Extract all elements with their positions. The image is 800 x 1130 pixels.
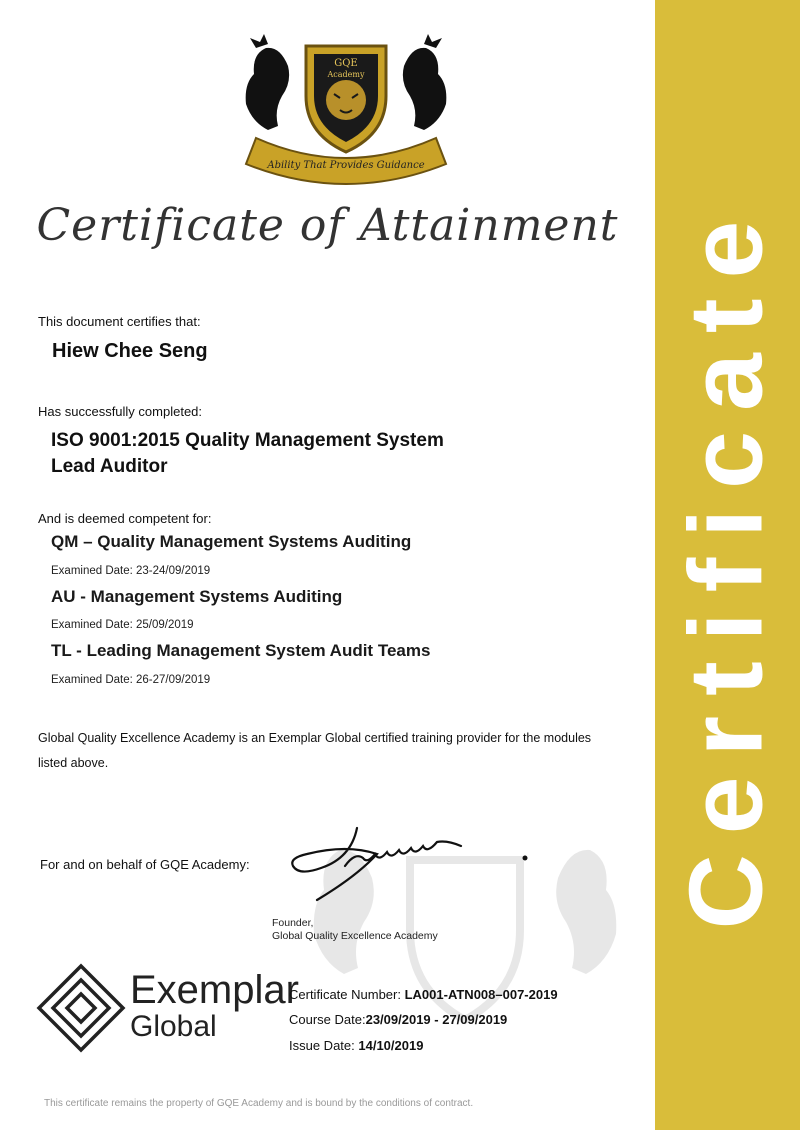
course-date-row xyxy=(289,1012,507,1027)
course-title-line1: ISO 9001:2015 Quality Management System xyxy=(51,430,444,451)
module-exam-date: Examined Date: 23-24/09/2019 xyxy=(51,565,211,577)
course-date-label: Course Date: xyxy=(289,1012,366,1027)
side-certificate-label: Certificate xyxy=(668,200,785,930)
competent-label: And is deemed competent for: xyxy=(38,511,212,526)
issue-date-label: Issue Date: xyxy=(289,1038,359,1053)
module-title: TL - Leading Management System Audit Teams xyxy=(51,641,431,660)
certificate-number: LA001-ATN008–007-2019 xyxy=(404,987,558,1002)
certifies-label: This document certifies that: xyxy=(38,314,201,329)
behalf-label: For and on behalf of GQE Academy: xyxy=(40,857,250,872)
module-exam-date: Examined Date: 25/09/2019 xyxy=(51,619,194,631)
course-title-line2: Lead Auditor xyxy=(51,456,168,477)
signatory-organization: Global Quality Excellence Academy xyxy=(272,930,438,942)
crest-shield-text-1: GQE xyxy=(334,58,358,69)
provider-statement: Global Quality Excellence Academy is an Exemplar Global certified training provider for the modules listed above. xyxy=(38,731,592,770)
crest-ribbon-text: Ability That Provides Guidance xyxy=(267,160,425,171)
completed-label: Has successfully completed: xyxy=(38,404,203,419)
gqe-academy-crest-logo xyxy=(226,28,466,188)
signatory-title: Founder, xyxy=(272,917,314,929)
crest-shield-text-2: Academy xyxy=(327,70,365,79)
module-title: AU - Management Systems Auditing xyxy=(51,587,343,606)
module-title: QM – Quality Management Systems Auditing xyxy=(51,532,412,551)
module-exam-date: Examined Date: 26-27/09/2019 xyxy=(51,674,211,686)
issue-date: 14/10/2019 xyxy=(358,1038,424,1053)
certificate-title: Certificate of Attainment xyxy=(36,200,619,251)
global-wordmark: Global xyxy=(130,1010,217,1043)
exemplar-global-logo-icon xyxy=(35,962,127,1054)
issue-date-row xyxy=(289,1038,423,1053)
recipient-name: Hiew Chee Seng xyxy=(52,340,208,362)
certificate-number-row xyxy=(289,987,558,1002)
founder-signature xyxy=(285,822,535,902)
certificate-number-label: Certificate Number: xyxy=(289,987,405,1002)
course-date: 23/09/2019 - 27/09/2019 xyxy=(365,1012,508,1027)
footer-note: This certificate remains the property of GQE Academy and is bound by the conditions of contract. xyxy=(44,1098,474,1109)
exemplar-wordmark: Exemplar xyxy=(130,968,299,1012)
